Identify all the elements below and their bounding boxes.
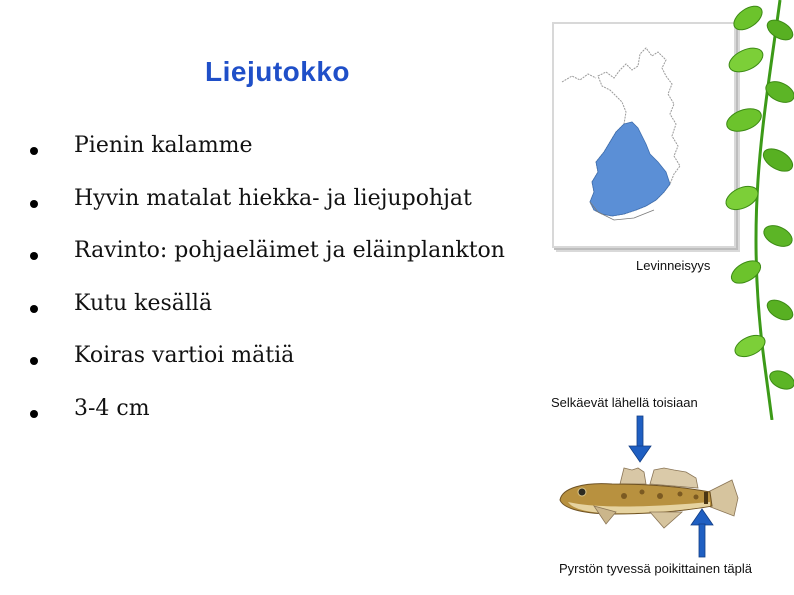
bullet-list bbox=[30, 125, 505, 440]
finland-map-icon bbox=[554, 24, 734, 246]
distribution-map bbox=[552, 22, 736, 248]
bullet-item bbox=[30, 388, 505, 441]
vine-leaves-decoration bbox=[718, 0, 794, 420]
bullet-dot-icon bbox=[30, 252, 38, 260]
bullet-text: Pienin kalamme bbox=[74, 133, 253, 158]
bullet-text: Koiras vartioi mätiä bbox=[74, 343, 295, 368]
bullet-item bbox=[30, 283, 505, 336]
bullet-item bbox=[30, 178, 505, 231]
tail-caption: Pyrstön tyvessä poikittainen täplä bbox=[559, 561, 752, 576]
up-arrow-icon bbox=[689, 507, 715, 559]
bullet-dot-icon bbox=[30, 147, 38, 155]
bullet-text: Hyvin matalat hiekka- ja liejupohjat bbox=[74, 185, 472, 211]
map-caption: Levinneisyys bbox=[636, 258, 711, 273]
bullet-text: Kutu kesällä bbox=[74, 290, 213, 316]
down-arrow-icon bbox=[627, 414, 653, 464]
bullet-text: 3-4 cm bbox=[74, 395, 150, 421]
slide-title: Liejutokko bbox=[205, 56, 351, 87]
bullet-dot-icon bbox=[30, 410, 38, 418]
bullet-dot-icon bbox=[30, 305, 38, 313]
bullet-item bbox=[30, 335, 505, 388]
goby-fish-illustration bbox=[554, 462, 744, 534]
fins-caption: Selkäevät lähellä toisiaan bbox=[551, 395, 698, 410]
bullet-item bbox=[30, 230, 505, 283]
bullet-dot-icon bbox=[30, 357, 38, 365]
bullet-dot-icon bbox=[30, 200, 38, 208]
bullet-text: Ravinto: pohjaeläimet ja eläinplankton bbox=[74, 238, 505, 263]
bullet-item bbox=[30, 125, 505, 178]
